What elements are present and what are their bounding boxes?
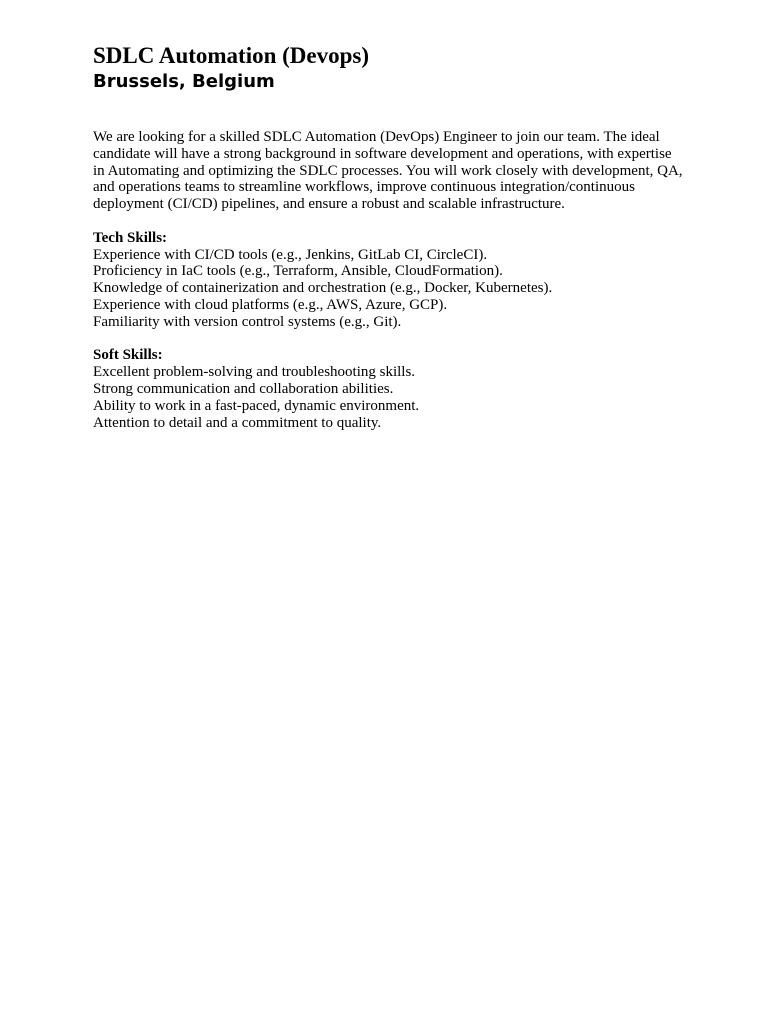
document-page (93, 42, 683, 431)
soft-skills-heading: Soft Skills: (93, 347, 163, 364)
tech-skills-list (93, 247, 683, 331)
soft-skill-item: Attention to detail and a commitment to quality. (93, 414, 382, 431)
tech-skill-item: Familiarity with version control systems (e.g., Git). (93, 313, 402, 330)
job-location: Brussels, Belgium (93, 71, 275, 92)
tech-skill-item: Knowledge of containerization and orchestration (e.g., Docker, Kubernetes). (93, 280, 553, 297)
tech-skill-item: Proficiency in IaC tools (e.g., Terraform, Ansible, CloudFormation). (93, 263, 503, 280)
soft-skills-list (93, 364, 683, 431)
soft-skill-item: Ability to work in a fast-paced, dynamic environment. (93, 397, 420, 414)
tech-skill-item: Experience with CI/CD tools (e.g., Jenkins, GitLab CI, CircleCI). (93, 246, 488, 263)
soft-skill-item: Excellent problem-solving and troubleshooting skills. (93, 364, 416, 381)
job-description: We are looking for a skilled SDLC Automation (DevOps) Engineer to join our team. The ideal candidate will have a strong background in software development and operations, with expertise in Automating and optimizing the SDLC processes. You will work closely with development, QA, and operations teams to streamline workflows, improve continuous integration/continuous deployment (CI/CD) pipelines, and ensure a robust and scalable infrastructure. (93, 129, 683, 213)
tech-skill-item: Experience with cloud platforms (e.g., AWS, Azure, GCP). (93, 296, 448, 313)
tech-skills-heading: Tech Skills: (93, 229, 168, 246)
soft-skill-item: Strong communication and collaboration abilities. (93, 380, 394, 397)
job-title: SDLC Automation (Devops) (93, 43, 370, 68)
